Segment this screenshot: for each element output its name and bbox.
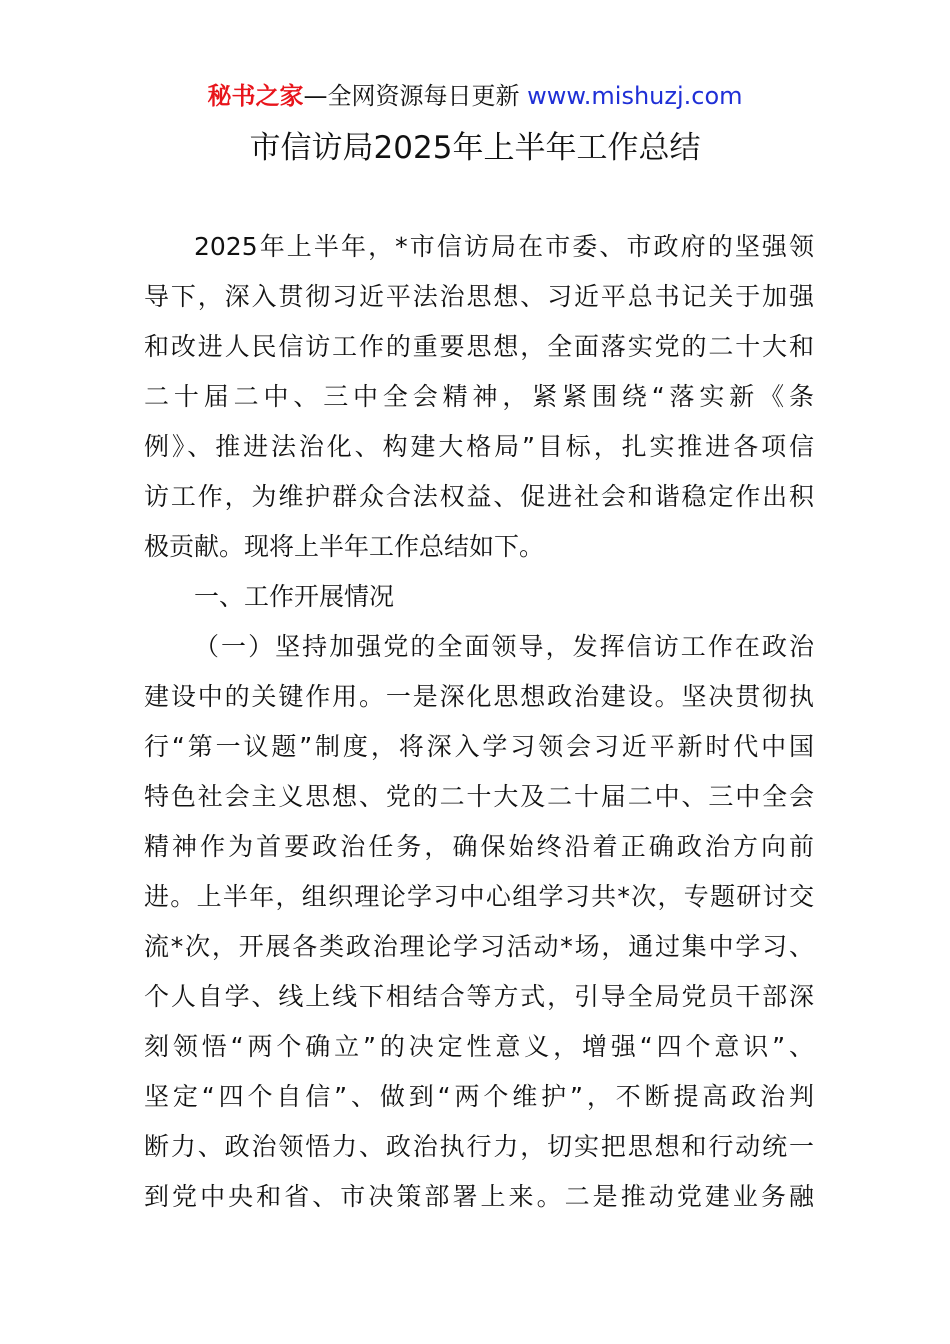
paragraph-line: 精神作为首要政治任务，确保始终沿着正确政治方向前 — [144, 832, 814, 861]
paragraph-line: 建设中的关键作用。一是深化思想政治建设。坚决贯彻执 — [144, 682, 814, 711]
paragraph-line: 2025年上半年，*市信访局在市委、市政府的坚强领 — [194, 232, 814, 261]
paragraph-line: 坚定“四个自信”、做到“两个维护”，不断提高政治判 — [144, 1082, 814, 1111]
header-tagline: —全网资源每日更新 — [303, 82, 528, 110]
paragraph-line: 刻领悟“两个确立”的决定性意义，增强“四个意识”、 — [144, 1032, 814, 1061]
site-url-link[interactable]: www.mishuzj.com — [527, 82, 743, 110]
document-title: 市信访局2025年上半年工作总结 — [249, 130, 701, 166]
paragraph-line: 到党中央和省、市决策部署上来。二是推动党建业务融 — [144, 1182, 814, 1211]
paragraph-line: 导下，深入贯彻习近平法治思想、习近平总书记关于加强 — [144, 282, 814, 311]
paragraph-line: 访工作，为维护群众合法权益、促进社会和谐稳定作出积 — [144, 482, 814, 511]
paragraph-line: 个人自学、线上线下相结合等方式，引导全局党员干部深 — [144, 982, 814, 1011]
brand-name: 秘书之家 — [207, 82, 304, 110]
site-header — [0, 80, 950, 112]
paragraph-line: 断力、政治领悟力、政治执行力，切实把思想和行动统一 — [144, 1132, 814, 1161]
section-heading: 一、工作开展情况 — [194, 582, 395, 611]
paragraph-line: 二十届二中、三中全会精神，紧紧围绕“落实新《条 — [144, 382, 814, 411]
paragraph-line: 特色社会主义思想、党的二十大及二十届二中、三中全会 — [144, 782, 814, 811]
paragraph-line: 流*次，开展各类政治理论学习活动*场，通过集中学习、 — [144, 932, 814, 961]
paragraph-line: （一）坚持加强党的全面领导，发挥信访工作在政治 — [194, 632, 814, 661]
document-body — [144, 222, 814, 1222]
paragraph-line: 例》、推进法治化、构建大格局”目标，扎实推进各项信 — [144, 432, 814, 461]
paragraph-line: 极贡献。现将上半年工作总结如下。 — [144, 532, 545, 561]
paragraph-line: 进。上半年，组织理论学习中心组学习共*次，专题研讨交 — [144, 882, 814, 911]
paragraph-line: 行“第一议题”制度，将深入学习领会习近平新时代中国 — [144, 732, 814, 761]
paragraph-line: 和改进人民信访工作的重要思想，全面落实党的二十大和 — [144, 332, 814, 361]
